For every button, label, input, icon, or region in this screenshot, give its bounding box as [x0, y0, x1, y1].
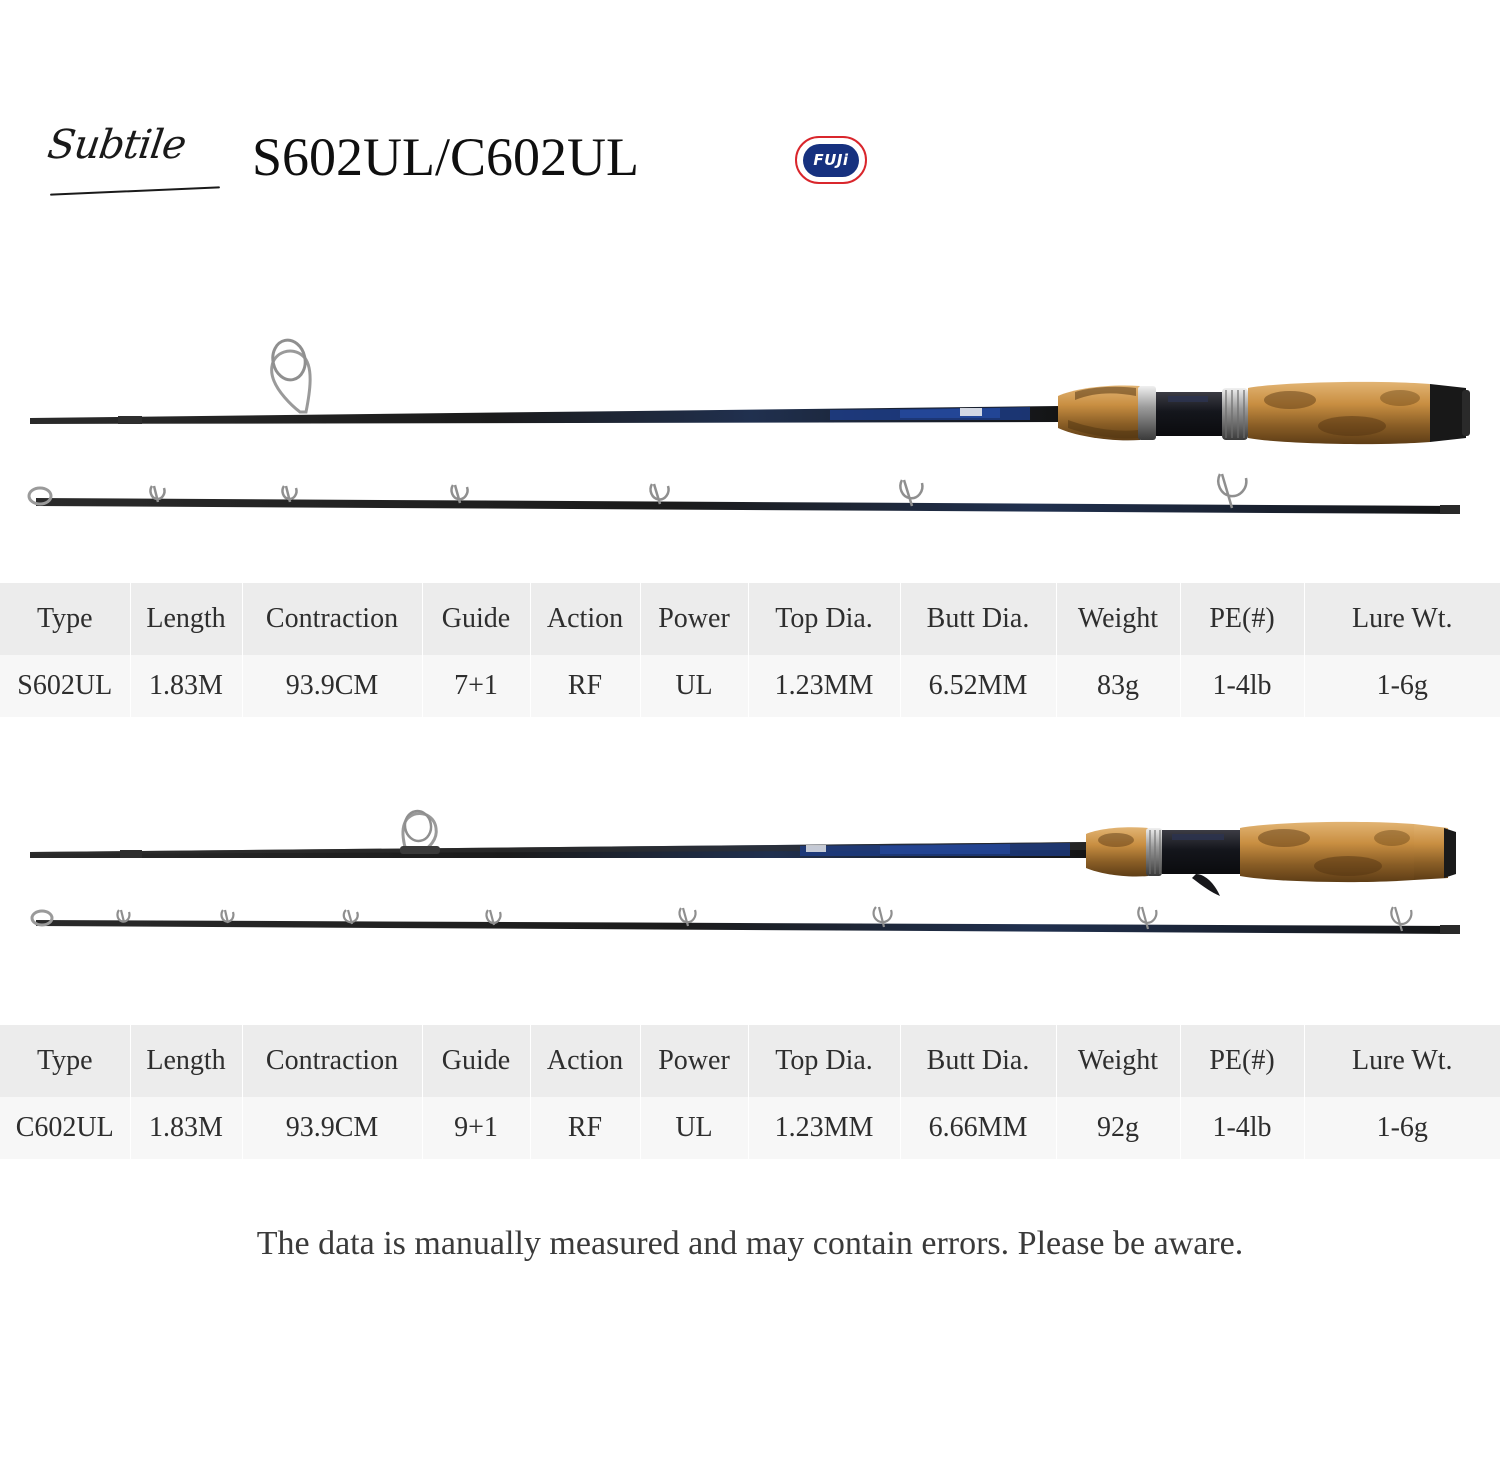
- fuji-logo-label: FUJi: [803, 144, 859, 177]
- table-header-row: [0, 583, 1500, 655]
- table-row: [0, 1097, 1500, 1159]
- column-header-butt-dia: Butt Dia.: [900, 583, 1056, 655]
- casting-rod-illustration: [0, 790, 1500, 970]
- cell-length: 1.83M: [130, 1097, 242, 1159]
- cell-power: UL: [640, 655, 748, 717]
- cell-contraction: 93.9CM: [242, 655, 422, 717]
- cell-action: RF: [530, 1097, 640, 1159]
- cell-pe: 1-4lb: [1180, 1097, 1304, 1159]
- column-header-top-dia: Top Dia.: [748, 1025, 900, 1097]
- spinning-rod-illustration: [0, 300, 1500, 570]
- cell-guide: 7+1: [422, 655, 530, 717]
- column-header-guide: Guide: [422, 583, 530, 655]
- column-header-action: Action: [530, 1025, 640, 1097]
- column-header-pe: PE(#): [1180, 1025, 1304, 1097]
- column-header-top-dia: Top Dia.: [748, 583, 900, 655]
- cell-pe: 1-4lb: [1180, 655, 1304, 717]
- cell-lure-wt: 1-6g: [1376, 1112, 1428, 1143]
- cell-weight: 83g: [1056, 655, 1180, 717]
- cell-length: 1.83M: [130, 655, 242, 717]
- page-title: S602UL/C602UL: [252, 127, 640, 187]
- cell-top-dia: 1.23MM: [748, 1097, 900, 1159]
- fuji-logo-icon: [795, 136, 867, 184]
- guide-ring: [269, 337, 310, 412]
- casting-rod-tip-section: [32, 907, 1460, 934]
- cell-guide: 9+1: [422, 1097, 530, 1159]
- spec-table-casting: [0, 1025, 1500, 1159]
- disclaimer-note: The data is manually measured and may contain errors. Please be aware.: [256, 1225, 1244, 1262]
- page-header: [0, 0, 1500, 250]
- cell-type: C602UL: [0, 1097, 130, 1159]
- column-header-weight: Weight: [1056, 1025, 1180, 1097]
- cell-lure-wt: 1-6g: [1376, 670, 1428, 701]
- spinning-rod-handle: [1058, 382, 1470, 444]
- column-header-lure-wt: Lure Wt.: [1351, 603, 1453, 634]
- column-header-pe: PE(#): [1180, 583, 1304, 655]
- column-header-lure-wt: Lure Wt.: [1351, 1045, 1453, 1076]
- column-header-type: Type: [0, 1025, 130, 1097]
- table-header-row: [0, 1025, 1500, 1097]
- cell-butt-dia: 6.52MM: [900, 655, 1056, 717]
- column-header-weight: Weight: [1056, 583, 1180, 655]
- column-header-contraction: Contraction: [242, 583, 422, 655]
- spinning-rod-tip-section: [29, 474, 1460, 514]
- spec-table-spinning: [0, 583, 1500, 717]
- column-header-type: Type: [0, 583, 130, 655]
- spinning-rod-butt-section: [30, 337, 1470, 444]
- column-header-guide: Guide: [422, 1025, 530, 1097]
- cell-top-dia: 1.23MM: [748, 655, 900, 717]
- brand-logo-underline: [50, 186, 220, 195]
- cell-weight: 92g: [1056, 1097, 1180, 1159]
- cell-contraction: 93.9CM: [242, 1097, 422, 1159]
- column-header-length: Length: [130, 1025, 242, 1097]
- casting-rod-butt-section: [30, 809, 1456, 896]
- cell-butt-dia: 6.66MM: [900, 1097, 1056, 1159]
- column-header-power: Power: [640, 583, 748, 655]
- casting-rod-handle: [1086, 822, 1456, 896]
- column-header-power: Power: [640, 1025, 748, 1097]
- cell-power: UL: [640, 1097, 748, 1159]
- brand-logo-text: Subtile: [44, 122, 189, 168]
- cell-action: RF: [530, 655, 640, 717]
- cell-type: S602UL: [0, 655, 130, 717]
- column-header-length: Length: [130, 583, 242, 655]
- guide-ring: [400, 809, 440, 854]
- column-header-action: Action: [530, 583, 640, 655]
- column-header-butt-dia: Butt Dia.: [900, 1025, 1056, 1097]
- table-row: [0, 655, 1500, 717]
- column-header-contraction: Contraction: [242, 1025, 422, 1097]
